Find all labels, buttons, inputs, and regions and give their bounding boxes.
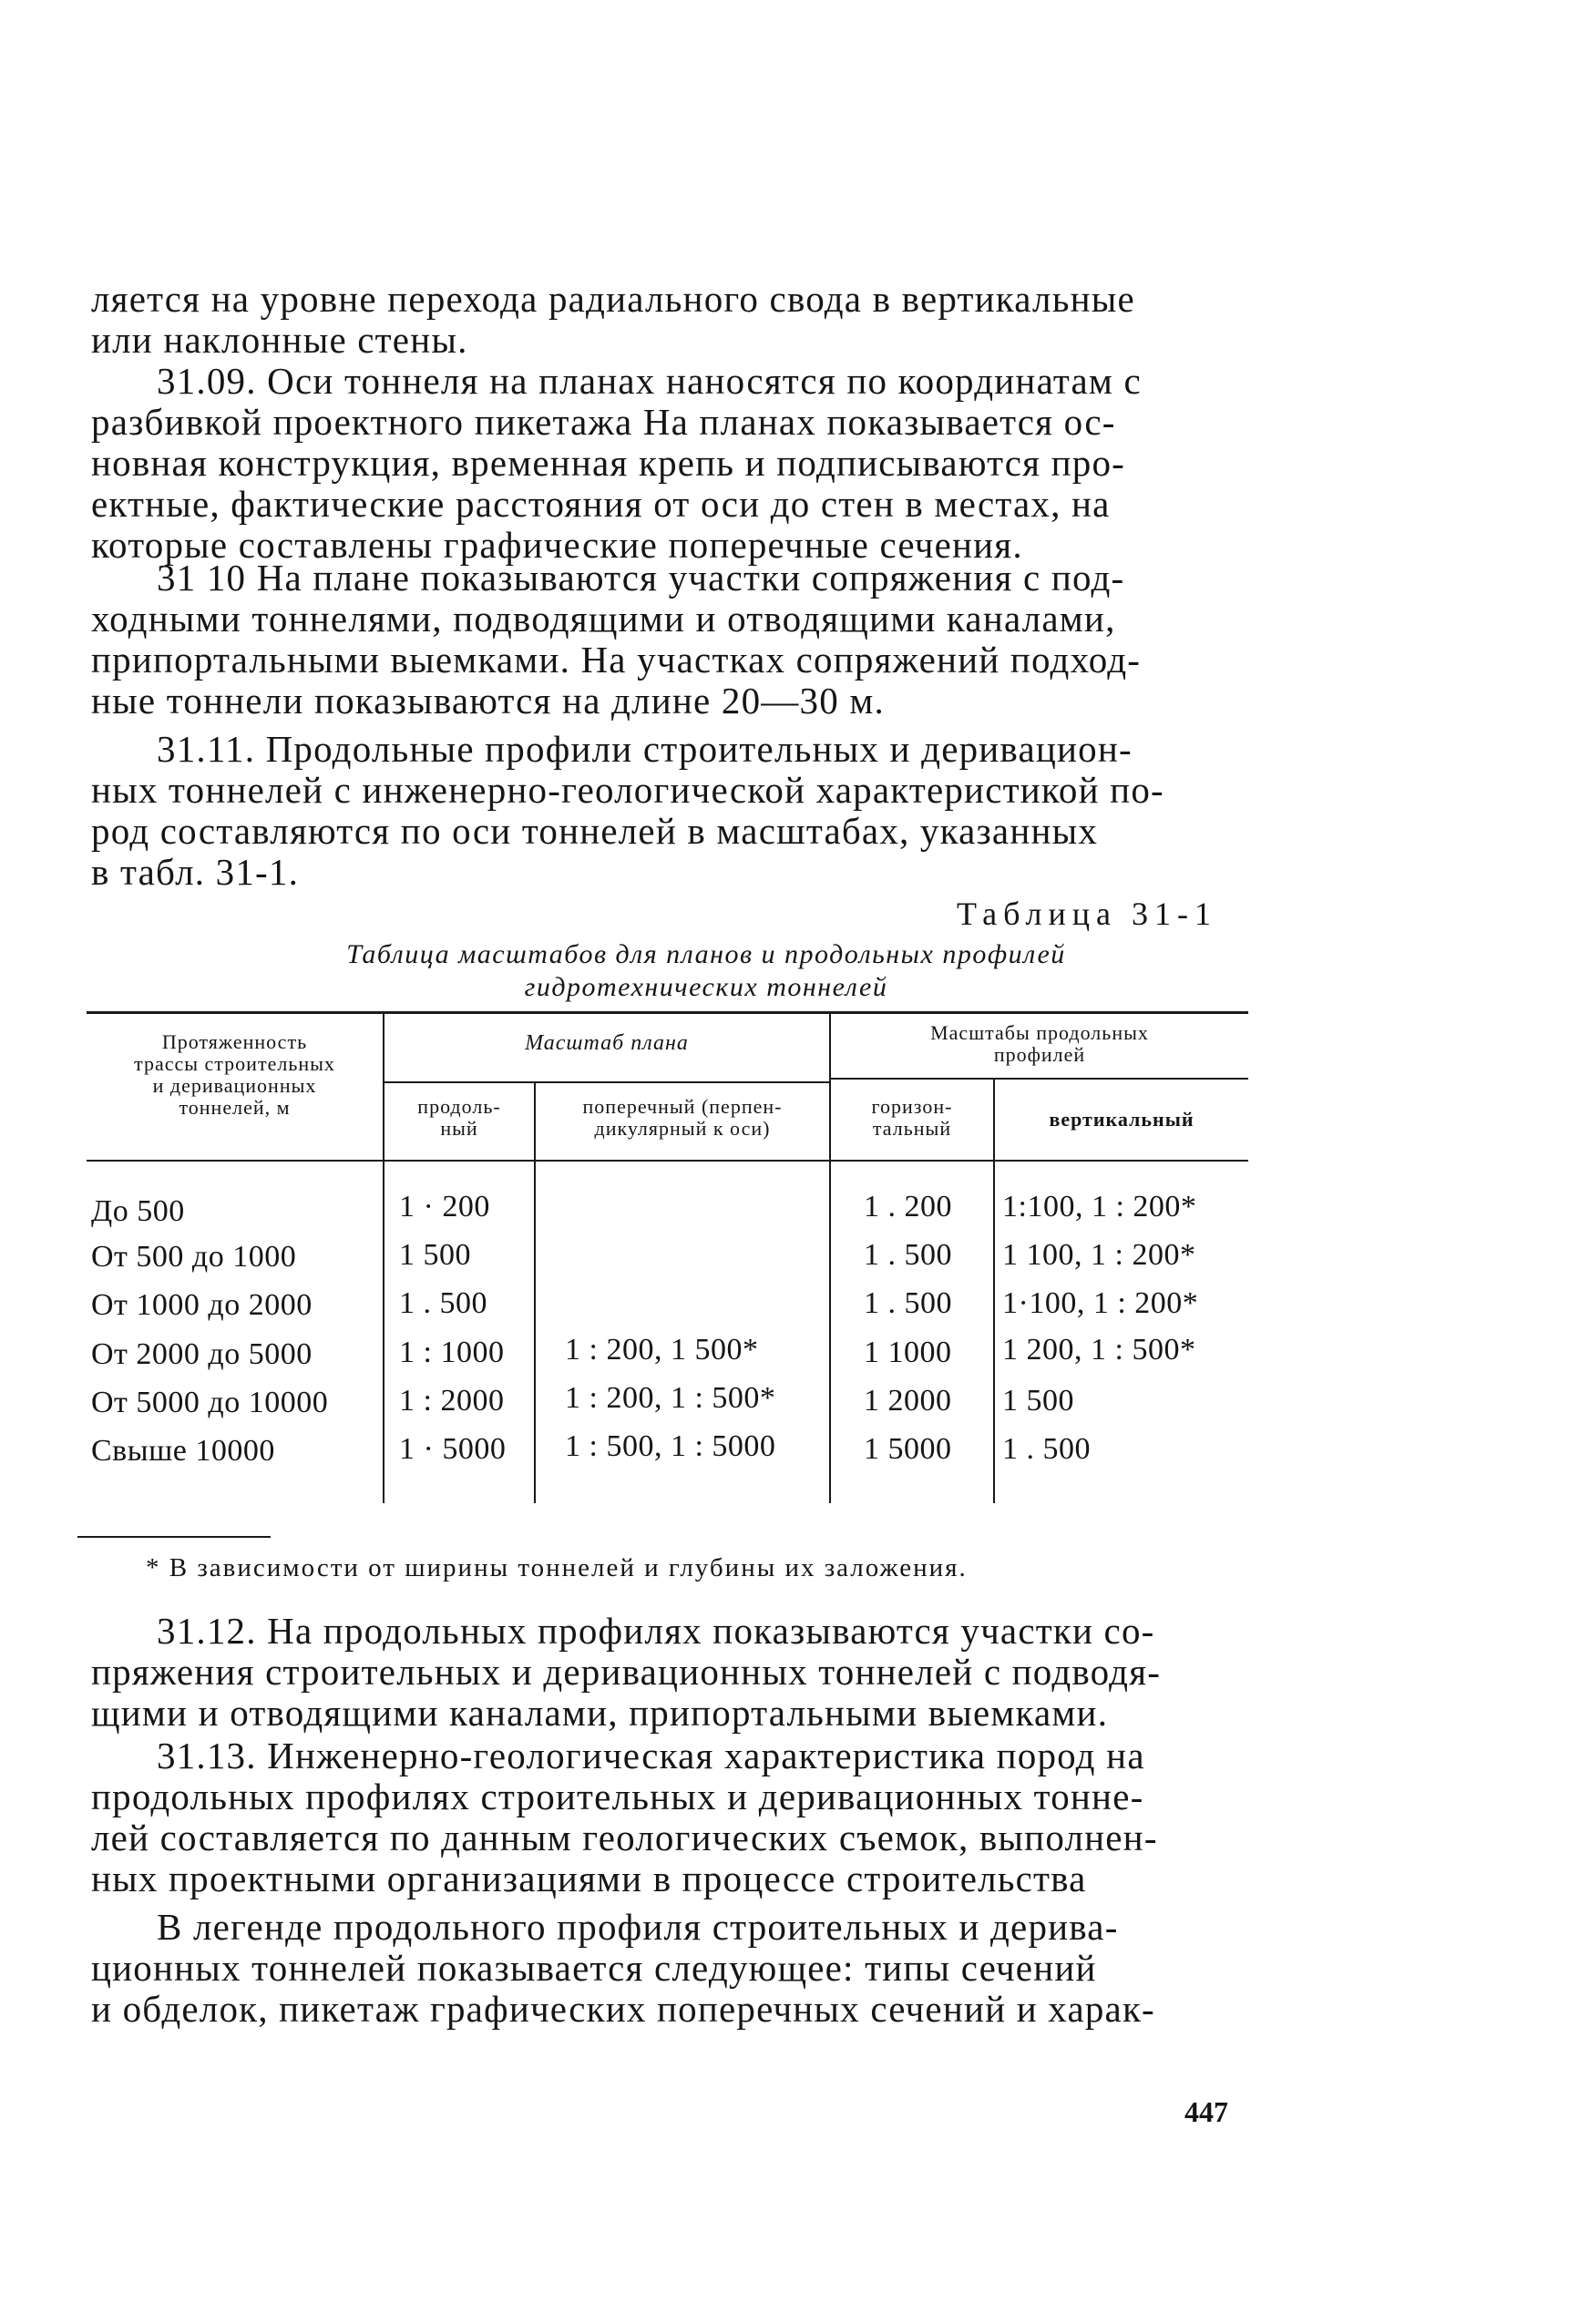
cell-vertical: 1 100, 1 : 200* bbox=[1002, 1238, 1196, 1272]
cell-length: До 500 bbox=[91, 1194, 185, 1228]
cell-plan-long: 1 : 1000 bbox=[399, 1336, 505, 1369]
header-plan-scale bbox=[384, 1032, 829, 1054]
table-col-divider bbox=[383, 1011, 384, 1503]
header-line: ный bbox=[440, 1117, 478, 1140]
page-number: 447 bbox=[1184, 2095, 1228, 2128]
text-line: продольных профилях строительных и деривационных тонне- bbox=[91, 1776, 1144, 1817]
cell-length: От 2000 до 5000 bbox=[91, 1337, 313, 1371]
text-line: ные тоннели показываются на длине 20—30 м. bbox=[91, 680, 885, 722]
table-col-divider bbox=[993, 1078, 995, 1503]
table-title-line: Таблица масштабов для планов и продольных профилей bbox=[346, 939, 1066, 969]
header-line: дикулярный к оси) bbox=[594, 1117, 771, 1140]
cell-horizontal: 1 1000 bbox=[864, 1336, 952, 1369]
table-col-divider bbox=[829, 1011, 831, 1503]
table-footnote: * В зависимости от ширины тоннелей и глубины их заложения. bbox=[146, 1553, 968, 1582]
text-line: В легенде продольного профиля строительных и дерива- bbox=[157, 1906, 1119, 1948]
header-plan-cross bbox=[536, 1096, 829, 1140]
cell-plan-long: 1 500 bbox=[399, 1238, 471, 1272]
text-line: которые составлены графические поперечные сечения. bbox=[91, 524, 1023, 566]
text-line: ционных тоннелей показывается следующее: типы сечений bbox=[91, 1947, 1097, 1989]
text-line: и обделок, пикетаж графических поперечных сечений и харак- bbox=[91, 1988, 1155, 2030]
text-line: 31.13. Инженерно-геологическая характеристика пород на bbox=[157, 1735, 1145, 1776]
cell-length: От 5000 до 10000 bbox=[91, 1386, 329, 1419]
header-plan-long bbox=[384, 1096, 534, 1140]
text-line: разбивкой проектного пикетажа На планах показывается ос- bbox=[91, 401, 1116, 443]
header-line: продоль- bbox=[417, 1095, 501, 1118]
cell-plan-long: 1 · 200 bbox=[399, 1190, 490, 1223]
text-line: ных тоннелей с инженерно-геологической характеристикой по- bbox=[91, 769, 1164, 811]
text-line: 31.11. Продольные профили строительных и деривацион- bbox=[157, 728, 1133, 770]
cell-horizontal: 1 5000 bbox=[864, 1432, 952, 1466]
cell-length: От 1000 до 2000 bbox=[91, 1288, 313, 1322]
table-header-bottom-rule bbox=[87, 1160, 1248, 1162]
text-line: 31 10 На плане показываются участки сопряжения с под- bbox=[157, 557, 1125, 599]
paragraph-31-10 bbox=[91, 558, 1266, 722]
cell-plan-cross: 1 : 200, 1 : 500* bbox=[565, 1381, 776, 1415]
cell-plan-long: 1 · 5000 bbox=[399, 1432, 507, 1466]
header-profile-horizontal bbox=[831, 1096, 993, 1140]
paragraph-31-13 bbox=[91, 1735, 1266, 1899]
cell-length: Свыше 10000 bbox=[91, 1434, 275, 1468]
header-line: горизон- bbox=[871, 1095, 953, 1118]
paragraph-31-12 bbox=[91, 1611, 1266, 1734]
table-title bbox=[182, 938, 1230, 1004]
header-line: и деривационных bbox=[152, 1074, 317, 1097]
cell-horizontal: 1 . 500 bbox=[864, 1238, 952, 1272]
cell-plan-long: 1 : 2000 bbox=[399, 1384, 505, 1418]
text-line: щими и отводящими каналами, припортальными выемками. bbox=[91, 1692, 1109, 1734]
header-line: вертикальный bbox=[1049, 1108, 1194, 1131]
paragraph-31-11 bbox=[91, 729, 1266, 893]
header-line: тоннелей, м bbox=[179, 1096, 291, 1119]
cell-vertical: 1 . 500 bbox=[1002, 1432, 1091, 1466]
cell-vertical: 1 200, 1 : 500* bbox=[1002, 1333, 1196, 1367]
table-subheader-rule-profile bbox=[829, 1078, 1248, 1080]
header-line: трассы строительных bbox=[134, 1052, 335, 1075]
table-title-line: гидротехнических тоннелей bbox=[524, 972, 888, 1002]
text-line: ляется на уровне перехода радиального свода в вертикальные bbox=[91, 278, 1135, 320]
cell-plan-cross: 1 : 500, 1 : 5000 bbox=[565, 1429, 776, 1463]
cell-plan-cross: 1 : 200, 1 500* bbox=[565, 1333, 759, 1367]
header-line: Протяженность bbox=[161, 1030, 308, 1053]
cell-horizontal: 1 . 200 bbox=[864, 1190, 952, 1223]
header-line: профилей bbox=[993, 1043, 1086, 1066]
cell-vertical: 1·100, 1 : 200* bbox=[1002, 1286, 1199, 1320]
text-line: новная конструкция, временная крепь и подписываются про- bbox=[91, 442, 1126, 484]
cell-length: От 500 до 1000 bbox=[91, 1240, 297, 1274]
table-number: Таблица 31-1 bbox=[957, 896, 1217, 932]
paragraph-31-09 bbox=[91, 361, 1266, 566]
text-line: 31.09. Оси тоннеля на планах наносятся по координатам с bbox=[157, 360, 1142, 402]
header-line: Масштаб плана bbox=[525, 1031, 689, 1055]
header-line: тальный bbox=[872, 1117, 952, 1140]
cell-horizontal: 1 2000 bbox=[864, 1384, 952, 1418]
paragraph-legend bbox=[91, 1907, 1266, 2030]
text-line: ходными тоннелями, подводящими и отводящими каналами, bbox=[91, 598, 1116, 640]
text-line: или наклонные стены. bbox=[91, 319, 468, 361]
text-line: пряжения строительных и деривационных тоннелей с подводя- bbox=[91, 1651, 1162, 1693]
header-line: Масштабы продольных bbox=[930, 1021, 1149, 1044]
text-line: ных проектными организациями в процессе строительства bbox=[91, 1858, 1087, 1899]
cell-horizontal: 1 . 500 bbox=[864, 1286, 952, 1320]
table-col-divider bbox=[534, 1081, 536, 1503]
cell-vertical: 1 500 bbox=[1002, 1384, 1074, 1418]
header-profile-vertical bbox=[995, 1109, 1248, 1131]
header-profile-scales bbox=[831, 1022, 1248, 1066]
text-line: род составляются по оси тоннелей в масштабах, указанных bbox=[91, 810, 1099, 852]
header-length bbox=[91, 1031, 378, 1119]
text-line: в табл. 31-1. bbox=[91, 851, 300, 893]
footnote-rule bbox=[77, 1536, 271, 1538]
table-subheader-rule-plan bbox=[383, 1081, 829, 1083]
header-line: поперечный (перпен- bbox=[582, 1095, 783, 1118]
paragraph-continuation bbox=[91, 279, 1266, 361]
table-top-rule bbox=[87, 1011, 1248, 1014]
text-line: лей составляется по данным геологических съемок, выполнен- bbox=[91, 1817, 1158, 1858]
cell-vertical: 1:100, 1 : 200* bbox=[1002, 1190, 1197, 1223]
text-line: припортальными выемками. На участках сопряжений подход- bbox=[91, 639, 1142, 681]
text-line: ектные, фактические расстояния от оси до стен в местах, на bbox=[91, 483, 1111, 525]
text-line: 31.12. На продольных профилях показываются участки со- bbox=[157, 1610, 1155, 1652]
cell-plan-long: 1 . 500 bbox=[399, 1286, 487, 1320]
